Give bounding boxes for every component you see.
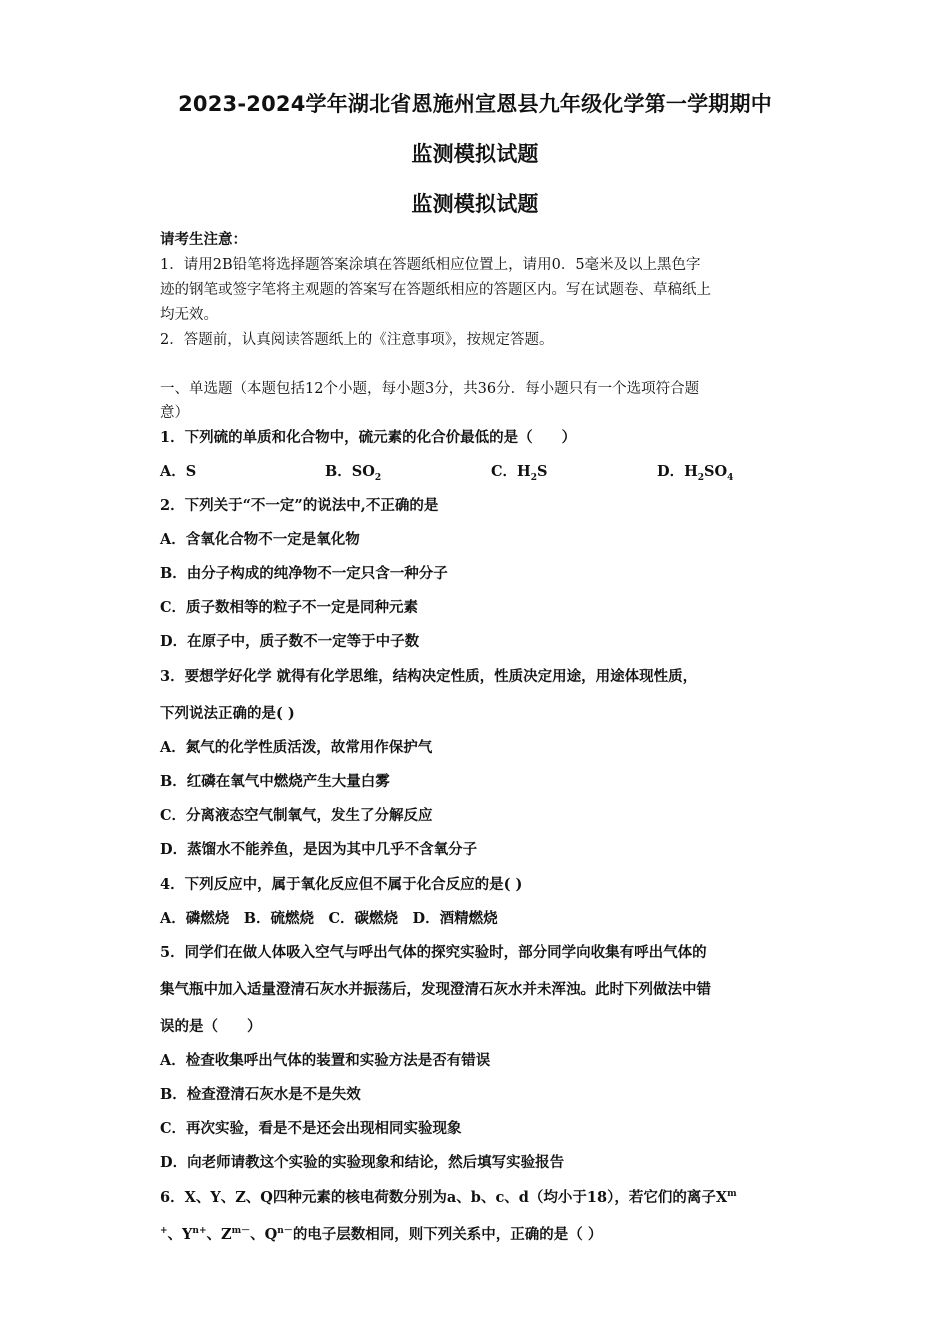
notice-item-1-line-1: 1．请用2B铅笔将选择题答案涂填在答题纸相应位置上，请用0．5毫米及以上黑色字: [160, 257, 701, 273]
question-3-stem-line-2: 下列说法正确的是( ): [160, 705, 295, 722]
question-3-option-c: C．分离液态空气制氧气，发生了分解反应: [160, 807, 433, 824]
question-5-stem-line-2: 集气瓶中加入适量澄清石灰水并振荡后，发现澄清石灰水并未浑浊。此时下列做法中错: [160, 981, 711, 998]
question-5-stem-line-1: 5．同学们在做人体吸入空气与呼出气体的探究实验时，部分同学向收集有呼出气体的: [160, 944, 707, 961]
question-2-stem: 2．下列关于“不一定”的说法中,不正确的是: [160, 497, 439, 514]
title-line-2: 监测模拟试题: [411, 142, 539, 166]
question-2-option-b: B．由分子构成的纯净物不一定只含一种分子: [160, 565, 448, 582]
question-4-options: A．磷燃烧 B．硫燃烧 C．碳燃烧 D．酒精燃烧: [160, 910, 498, 927]
question-1-option-b: B．$SO_2$: [325, 463, 382, 483]
question-1-option-a: A．S: [160, 463, 197, 480]
question-2-option-a: A．含氧化合物不一定是氧化物: [160, 531, 360, 548]
title-line-3: 监测模拟试题: [411, 192, 539, 216]
notice-heading: 请考生注意：: [160, 231, 247, 248]
section-heading-line-2: 意）: [160, 405, 189, 421]
question-1-option-c: C．$H_2S$: [491, 463, 548, 483]
notice-item-2: 2．答题前，认真阅读答题纸上的《注意事项》，按规定答题。: [160, 332, 554, 348]
question-5-option-b: B．检查澄清石灰水是不是失效: [160, 1086, 361, 1103]
question-5-option-d: D．向老师请教这个实验的实验现象和结论，然后填写实验报告: [160, 1154, 565, 1171]
question-3-option-b: B．红磷在氧气中燃烧产生大量白雾: [160, 773, 390, 790]
question-1-stem: 1．下列硫的单质和化合物中，硫元素的化合价最低的是（ ）: [160, 429, 577, 446]
question-3-stem-line-1: 3．要想学好化学 就得有化学思维，结构决定性质，性质决定用途，用途体现性质，: [160, 668, 698, 685]
question-5-option-a: A．检查收集呼出气体的装置和实验方法是否有错误: [160, 1052, 491, 1069]
question-3-option-d: D．蒸馏水不能养鱼，是因为其中几乎不含氧分子: [160, 841, 478, 858]
question-4-stem: 4．下列反应中，属于氧化反应但不属于化合反应的是( ): [160, 876, 523, 893]
question-2-option-c: C．质子数相等的粒子不一定是同种元素: [160, 599, 419, 616]
question-6-stem-line-1: 6．X、Y、Z、Q四种元素的核电荷数分别为a、b、c、d（均小于18），若它们的离子$X^m$: [160, 1189, 737, 1206]
section-heading-line-1: 一、单选题（本题包括12个小题，每小题3分，共36分．每小题只有一个选项符合题: [160, 381, 700, 397]
question-3-option-a: A．氮气的化学性质活泼，故常用作保护气: [160, 739, 433, 756]
title-line-1: 2023-2024学年湖北省恩施州宣恩县九年级化学第一学期期中: [178, 92, 772, 116]
question-2-option-d: D．在原子中，质子数不一定等于中子数: [160, 633, 420, 650]
question-6-stem-line-2: +、$Y^{n+}$、$Z^{m-}$、$Q^{n-}$的电子层数相同，则下列关系中，正确的是（ ）: [160, 1226, 603, 1243]
question-1-option-d: D．$H_2SO_4$: [657, 463, 734, 483]
notice-item-1-line-2: 迹的钢笔或签字笔将主观题的答案写在答题纸相应的答题区内。写在试题卷、草稿纸上: [160, 282, 711, 298]
notice-item-1-line-3: 均无效。: [160, 307, 218, 323]
question-5-stem-line-3: 误的是（ ）: [160, 1018, 262, 1035]
question-5-option-c: C．再次实验，看是不是还会出现相同实验现象: [160, 1120, 462, 1137]
